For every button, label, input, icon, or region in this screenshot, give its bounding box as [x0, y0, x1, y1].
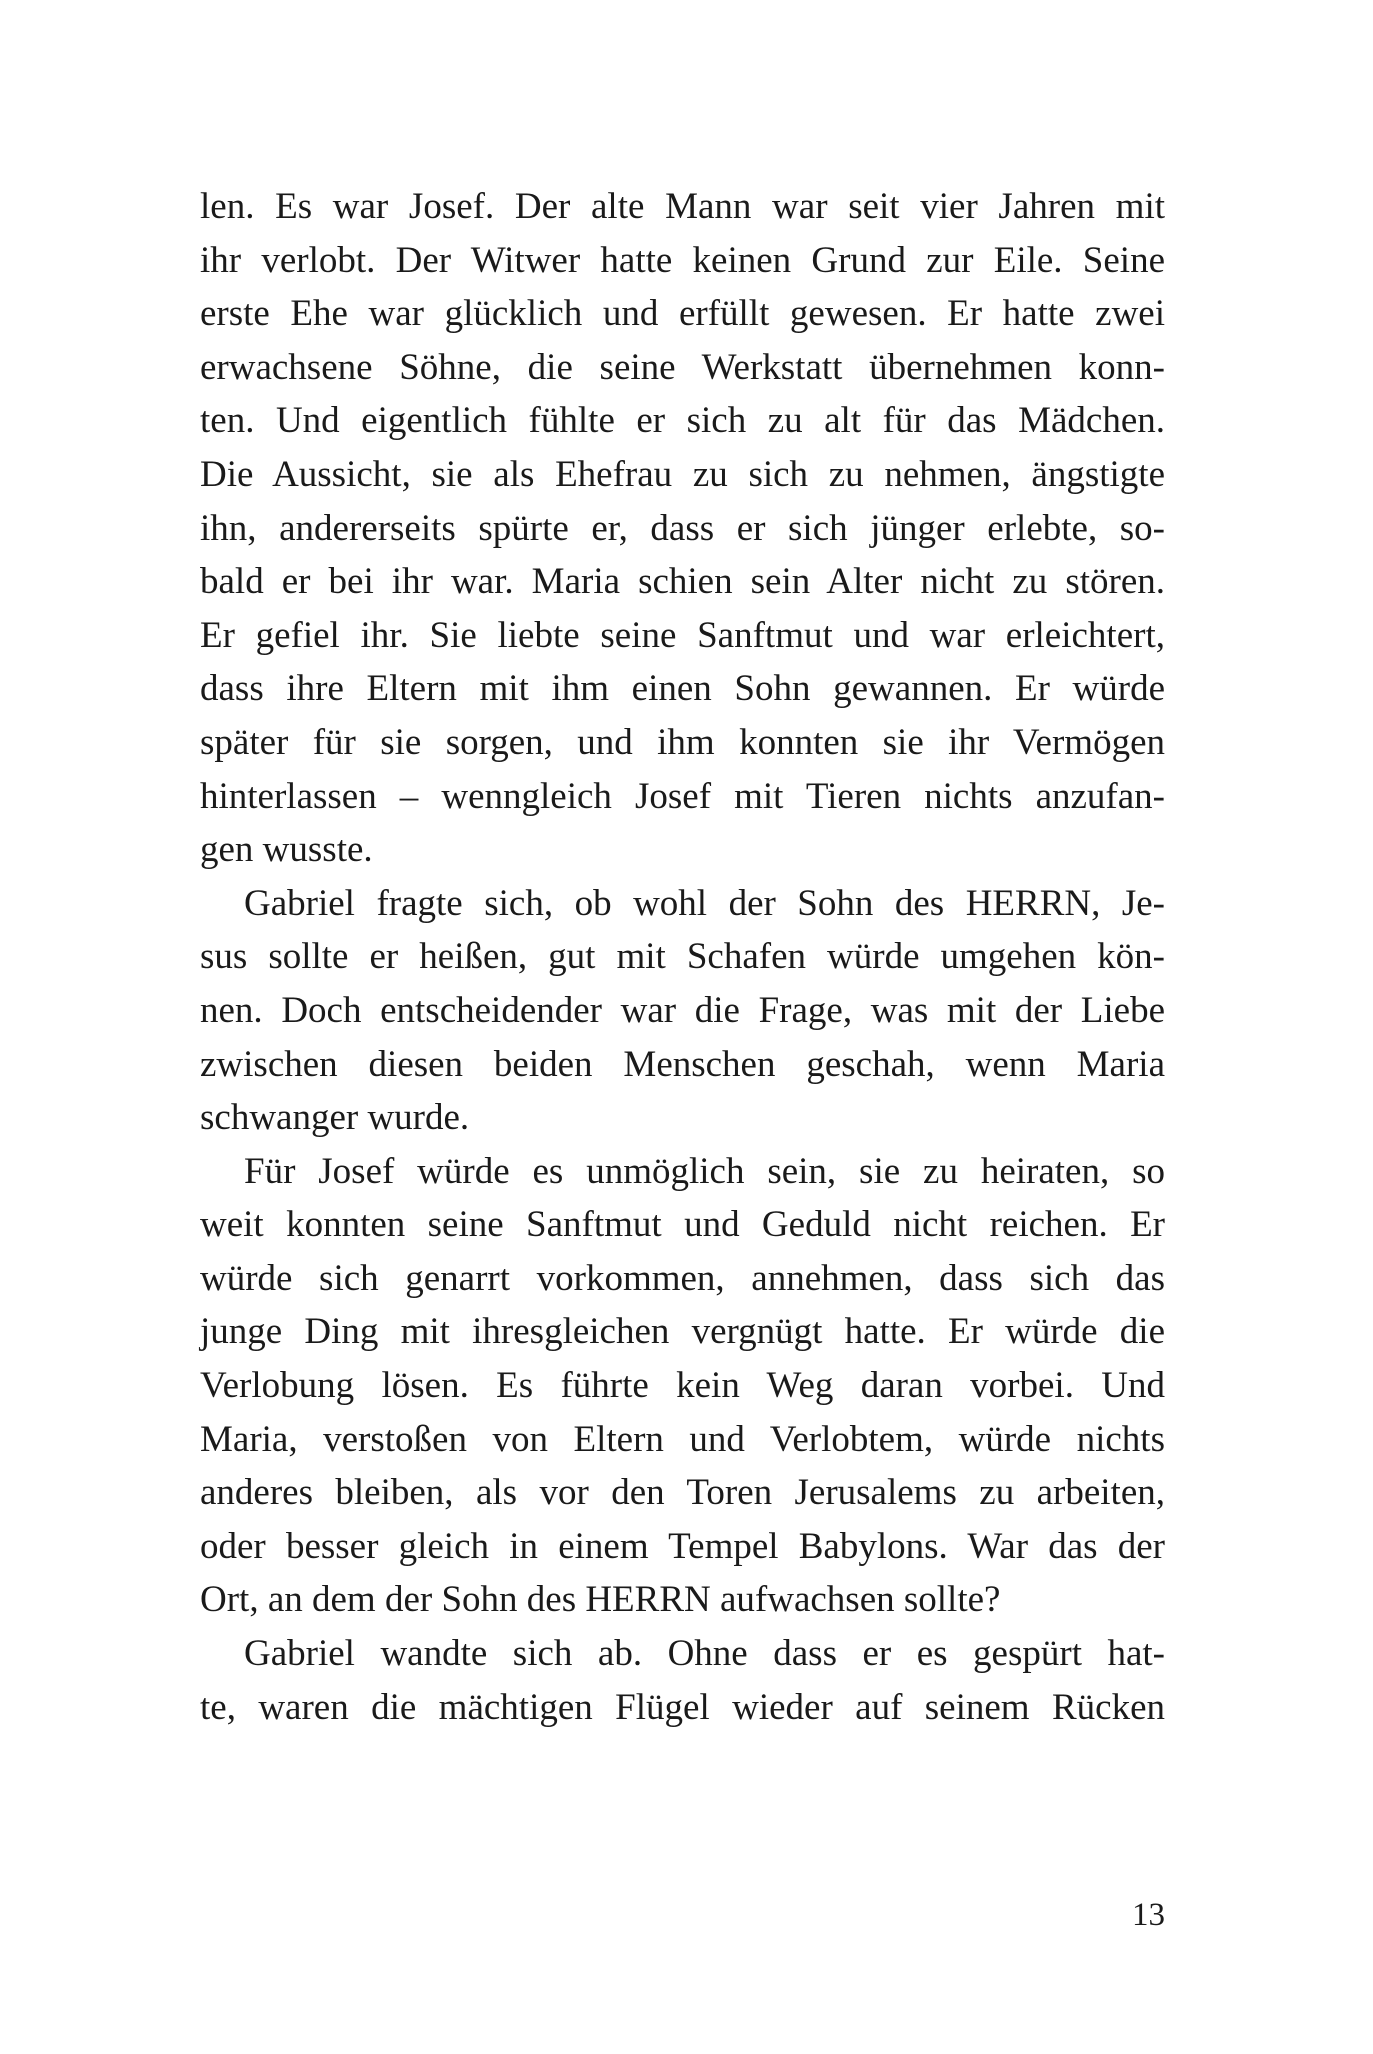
text-line: oder besser gleich in einem Tempel Babylons. War das der [200, 1525, 1165, 1567]
text-line: ihn, andererseits spürte er, dass er sich jünger erlebte, so- [200, 507, 1165, 549]
text-line: bald er bei ihr war. Maria schien sein Alter nicht zu stören. [200, 561, 1165, 603]
text-line: weit konnten seine Sanftmut und Geduld nicht reichen. Er [200, 1204, 1165, 1246]
text-line: Gabriel fragte sich, ob wohl der Sohn des HERRN, Je- [244, 882, 1165, 924]
page-number: 13 [1132, 1897, 1165, 1933]
text-line: Gabriel wandte sich ab. Ohne dass er es gespürt hat- [244, 1633, 1165, 1675]
text-line: te, waren die mächtigen Flügel wieder auf seinem Rücken [200, 1686, 1165, 1728]
text-line: len. Es war Josef. Der alte Mann war seit vier Jahren mit [200, 186, 1165, 227]
text-line: ten. Und eigentlich fühlte er sich zu alt für das Mädchen. [200, 400, 1165, 442]
text-line: nen. Doch entscheidender war die Frage, was mit der Liebe [200, 989, 1165, 1031]
text-line: später für sie sorgen, und ihm konnten sie ihr Vermögen [200, 721, 1165, 763]
text-line: Für Josef würde es unmöglich sein, sie zu heiraten, so [244, 1150, 1165, 1192]
text-line: würde sich genarrt vorkommen, annehmen, dass sich das [200, 1257, 1165, 1299]
text-line: sus sollte er heißen, gut mit Schafen würde umgehen kön- [200, 936, 1165, 978]
text-line: Maria, verstoßen von Eltern und Verlobtem, würde nichts [200, 1418, 1165, 1460]
body-text [200, 180, 1165, 1734]
text-line: anderes bleiben, als vor den Toren Jerusalems zu arbeiten, [200, 1472, 1165, 1514]
text-line: erste Ehe war glücklich und erfüllt gewesen. Er hatte zwei [200, 293, 1165, 335]
text-line: hinterlassen – wenngleich Josef mit Tieren nichts anzufan- [200, 775, 1165, 817]
text-line: Verlobung lösen. Es führte kein Weg daran vorbei. Und [200, 1365, 1165, 1407]
text-line: dass ihre Eltern mit ihm einen Sohn gewannen. Er würde [200, 668, 1165, 710]
text-line: Er gefiel ihr. Sie liebte seine Sanftmut und war erleichtert, [200, 614, 1165, 656]
text-line: erwachsene Söhne, die seine Werkstatt übernehmen konn- [200, 346, 1165, 388]
text-line: Die Aussicht, sie als Ehefrau zu sich zu nehmen, ängstigte [200, 453, 1165, 495]
text-line: ihr verlobt. Der Witwer hatte keinen Grund zur Eile. Seine [200, 239, 1165, 281]
text-line: junge Ding mit ihresgleichen vergnügt hatte. Er würde die [200, 1311, 1165, 1353]
text-line: gen wusste. [200, 829, 373, 871]
text-line: zwischen diesen beiden Menschen geschah, wenn Maria [200, 1043, 1165, 1085]
text-line: Ort, an dem der Sohn des HERRN aufwachsen sollte? [200, 1579, 1001, 1621]
text-line: schwanger wurde. [200, 1097, 470, 1139]
